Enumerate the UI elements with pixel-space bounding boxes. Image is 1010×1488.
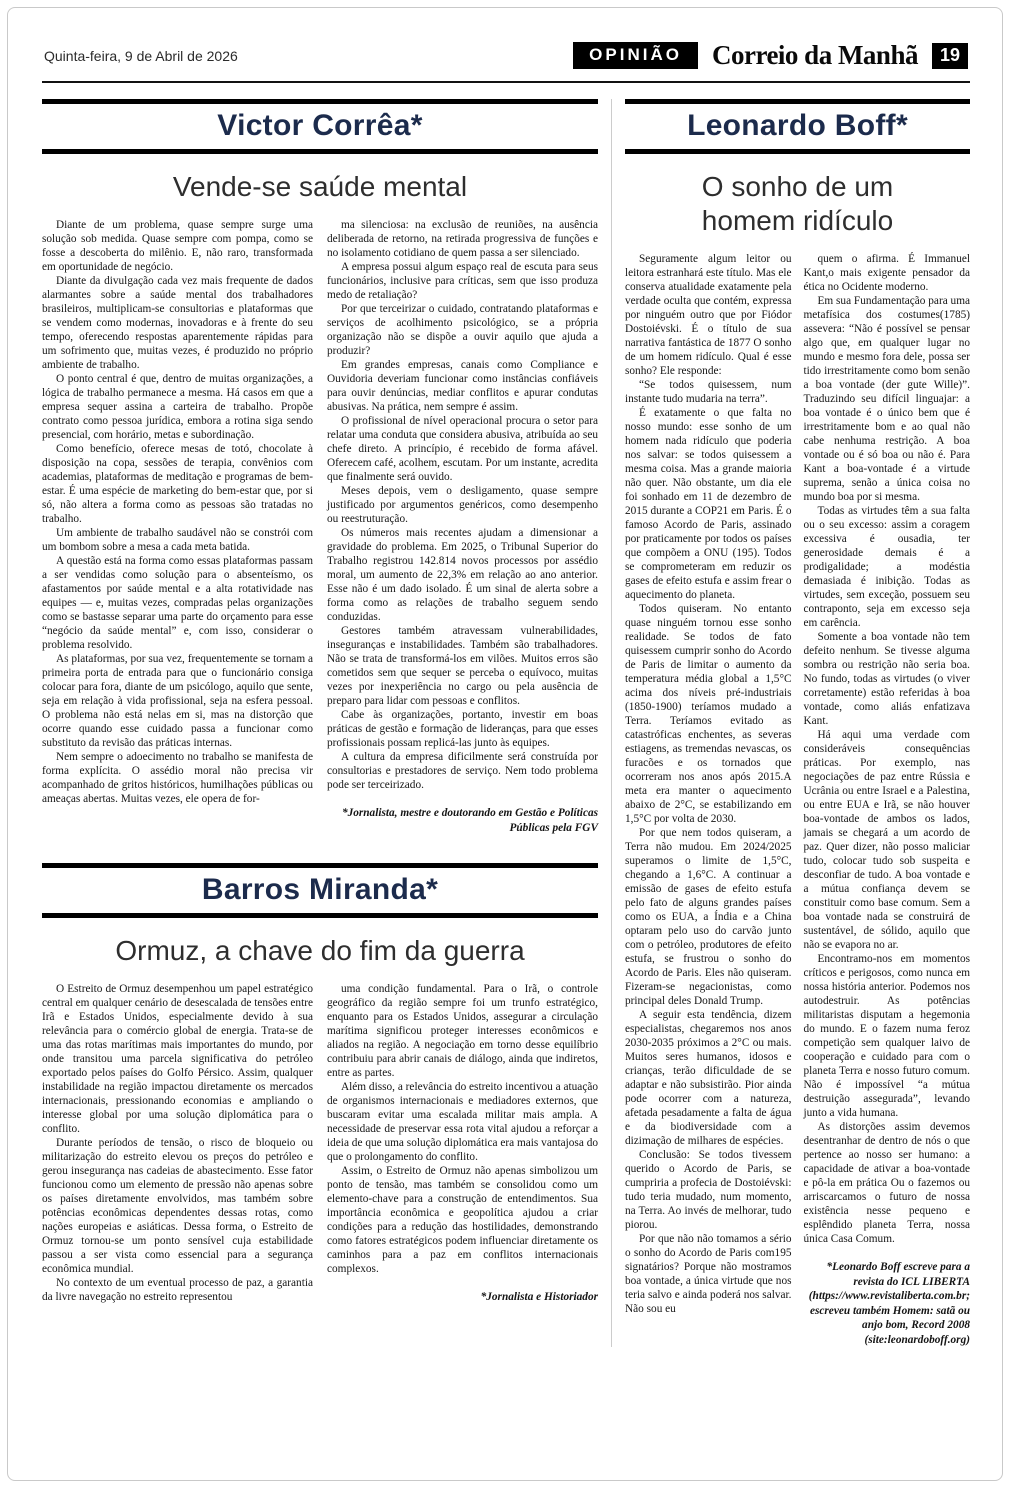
paragraph: Somente a boa vontade não tem defeito nenhum. Se tivesse alguma sombra ou restrição não seria boa. No fundo, todas as virtudes (o viver corretamente) estão referidas à boa vontade, como aliás enfatizava Kant. [803, 631, 970, 727]
header-rule [42, 81, 970, 83]
paragraph: Diante da divulgação cada vez mais frequente de dados alarmantes sobre a saúde mental dos trabalhadores brasileiros, multiplicam-se consultorias e plataformas que se vendem como modernas, inovadoras e à frente do seu tempo, oferecendo respostas aparentemente rápidas para um sofrimento que, muitas vezes, é produzido no próprio ambiente de trabalho. [42, 275, 313, 371]
paragraph: Meses depois, vem o desligamento, quase sempre justificado por argumentos genéricos, como desempenho ou reestruturação. [327, 485, 598, 525]
paragraph: Todos quiseram. No entanto quase ninguém tornou esse sonho realidade. Se todos de fato quisessem cumprir sonho do Acordo de Paris de limitar o aumento da temperatura média global a 1,5°C acima dos níveis pré-industriais (1850-1900) teríamos mudado a Terra. Teríamos evitado as catastróficas enchentes, as severas estiagens, as tremendas nevascas, os furacões e os tornados que ocorreram nos anos após 2015.A meta era manter o aquecimento abaixo de 2°C, se estabilizando em 1,5°C por volta de 2030. [625, 603, 792, 825]
paragraph: É exatamente o que falta no nosso mundo: esse sonho de um homem nada ridículo que poderia nos salvar: se todos quisessem a mesma coisa. Mas a grande maioria não quer. Não obstante, um dia ele foi sonhado em 11 de dezembro de 2015 durante a COP21 em Paris. É o famoso Acordo de Paris, assinado por praticamente por todos os países que compõem a ONU (195). Todos se comprometeram em reduzir os gases de efeito estufa e assim frear o aquecimento do planeta. [625, 407, 792, 601]
paragraph: uma condição fundamental. Para o Irã, o controle geográfico da região sempre foi um trunfo estratégico, enquanto para os Estados Unidos, assegurar a circulação marítima significou proteger interesses econômicos e aliados na região. A negociação em torno desse equilíbrio contribuiu para abrir canais de diálogo, ainda que indiretos, entre as partes. [327, 983, 598, 1079]
author-name: Leonardo Boff* [687, 109, 908, 142]
text-column-1 [625, 252, 792, 1347]
author-bar-bottom [625, 149, 970, 154]
paragraph: Assim, o Estreito de Ormuz não apenas simbolizou um ponto de tensão, mas também se consolidou como um elemento-chave para a construção de entendimentos. Sua importância econômica e geopolítica ajudou a criar condições para a redução das hostilidades, demonstrando como fatores estratégicos podem influenciar diretamente os caminhos para a paz em conflitos internacionais complexos. [327, 1165, 598, 1275]
author-bar-bottom [42, 149, 598, 154]
page-number: 19 [932, 43, 968, 69]
paragraph: Em sua Fundamentação para uma metafísica dos costumes(1785) assevera: “Não é possível se pensar algo que, em qualquer lugar no mundo e mesmo fora dele, possa ser tido irrestritamente como bom senão a boa vontade (der gute Wille)”. Traduzindo seu difícil linguajar: a boa vontade é o único bem que é irrestritamente bom e ao qual não cabe nenhuma restrição. A boa vontade ou é só boa ou não é. Para Kant a boa-vontade é a virtude suprema, senão a única coisa no mundo boa por si mesma. [803, 295, 970, 503]
text-column-1 [42, 982, 313, 1305]
author-name: Barros Miranda* [201, 873, 439, 906]
paragraph: No contexto de um eventual processo de paz, a garantia da livre navegação no estreito representou [42, 1277, 313, 1303]
paragraph: ma silenciosa: na exclusão de reuniões, na ausência deliberada de retorno, na retirada progressiva de funções e no isolamento cotidiano de quem passa a ser silenciado. [327, 219, 598, 259]
paragraph: A empresa possui algum espaço real de escuta para seus funcionários, inclusive para críticas, sem que isso produza medo de retaliação? [327, 261, 598, 301]
article-body [42, 218, 598, 835]
author-name: Victor Corrêa* [217, 109, 423, 142]
paragraph: “Se todos quisessem, num instante tudo mudaria na terra”. [625, 379, 792, 405]
paragraph: Em grandes empresas, canais como Compliance e Ouvidoria deveriam funcionar como instâncias confiáveis para ouvir denúncias, mediar conflitos e apurar condutas abusivas. Na prática, nem sempre é assim. [327, 359, 598, 413]
header-right-group [573, 40, 968, 71]
section-badge: OPINIÃO [573, 42, 698, 69]
paragraph: Um ambiente de trabalho saudável não se constrói com um bombom sobre a mesa a cada meta batida. [42, 527, 313, 553]
text-column-2 [327, 982, 598, 1276]
paragraph: A seguir esta tendência, dizem especialistas, chegaremos nos anos 2030-2035 próximos a 2°C ou mais. Muitos seres humanos, idosos e crianças, terão dificuldade de se adaptar e não subsistirão. Pior ainda pode ocorrer com a natureza, afetada pesadamente a falta de água e da biodiversidade com a dizimação de milhares de espécies. [625, 1009, 792, 1147]
paragraph: Conclusão: Se todos tivessem querido o Acordo de Paris, se cumpriria a profecia de Dostoiévski: tudo teria mudado, num momento, na Terra. Ao invés de melhorar, tudo piorou. [625, 1149, 792, 1231]
article-barros-miranda [42, 863, 598, 1305]
article-victor-correa [42, 99, 598, 835]
paragraph: Encontramo-nos em momentos críticos e perigosos, como nunca em nossa história anterior. Podemos nos autodestruir. As potências militaristas disputam a hegemonia do mundo. E o fazem numa feroz competição sem qualquer laivo de cooperação e cuidado para com o planeta Terra e nosso futuro comum. Não é impossível “a mútua destruição assegurada”, levando junto a vida humana. [803, 953, 970, 1119]
page-header [42, 34, 970, 81]
paragraph: As distorções assim devemos desentranhar de dentro de nós o que pertence ao nosso ser humano: a capacidade de ativar a boa-vontade e pô-la em prática Ou o fazemos ou arriscarcamos o futuro de nossa existência nesse pequeno e esplêndido planeta Terra, nossa única Casa Comum. [803, 1121, 970, 1245]
right-section [625, 99, 970, 1347]
paragraph: quem o afirma. É Immanuel Kant,o mais exigente pensador da ética no Ocidente moderno. [803, 253, 970, 293]
paragraph: O profissional de nível operacional procura o setor para relatar uma conduta que considera abusiva, atribuída ao seu chefe direto. A princípio, é recebido de forma afável. Oferecem café, acolhem, escutam. Por um instante, acredita que finalmente será ouvido. [327, 415, 598, 483]
text-column-2-wrap [327, 218, 598, 835]
text-column-2 [804, 252, 971, 1246]
edition-date: Quinta-feira, 9 de Abril de 2026 [44, 47, 238, 64]
text-column-1 [42, 218, 313, 835]
article-title: Ormuz, a chave do fim da guerra [115, 935, 525, 966]
article-body [42, 982, 598, 1305]
paragraph: Diante de um problema, quase sempre surge uma solução sob medida. Quase sempre com pompa, como se fosse a descoberta do milênio. E, não raro, transformada em oportunidade de negócio. [42, 219, 313, 273]
paragraph: Por que não não tomamos a sério o sonho do Acordo de Paris com195 signatários? Porque não mostramos boa vontade, a única virtude que nos teria salvo e ainda poderá nos salvar. Não sou eu [625, 1233, 792, 1315]
author-signature: *Leonardo Boff escreve para a revista do ICL LIBERTA (https://www.revistaliberta.com.br; escreveu também Homem: satã ou anjo bom, Record 2008 (site:leonardoboff.org) [808, 1261, 970, 1346]
paragraph: O Estreito de Ormuz desempenhou um papel estratégico central em qualquer cenário de desescalada de tensões entre Irã e Estados Unidos, especialmente devido à sua relevância para o comércio global de energia. Trata-se de uma das rotas marítimas mais importantes do mundo, por onde transitou uma parcela significativa do petróleo exportado pelos países do Golfo Pérsico. Assim, qualquer instabilidade na região impactou diretamente os mercados internacionais, pressionando economias e ampliando o interesse global por uma solução diplomática para o conflito. [42, 983, 313, 1135]
paragraph: Todas as virtudes têm a sua falta ou o seu excesso: assim a coragem excessiva é ousadia, ter generosidade demais é a prodigalidade; a modéstia demasiada é inibição. Todas as virtudes, sem exceção, possuem seu contraponto, seja em excesso seja em carência. [803, 505, 970, 629]
paragraph: A questão está na forma como essas plataformas passam a ser vendidas como solução para o absenteísmo, os afastamentos por saúde mental e a alta rotatividade nas equipes — e, muitas vezes, compradas pelas organizações como se bastasse separar uma parte do orçamento para esse “negócio da saúde mental” e, com isso, considerar o problema resolvido. [42, 555, 313, 651]
left-section [42, 99, 598, 1347]
paragraph: Durante períodos de tensão, o risco de bloqueio ou militarização do estreito elevou os preços do petróleo e gerou insegurança nas cadeias de abastecimento. Esse fator funcionou como um elemento de pressão não apenas sobre os países diretamente envolvidos, mas também sobre potências econômicas dependentes dessas rotas, como nações europeias e asiáticas. Dessa forma, o Estreito de Ormuz tornou-se um ponto sensível cuja estabilidade passou a ser vista como essencial para a segurança econômica mundial. [42, 1137, 313, 1275]
paragraph: Seguramente algum leitor ou leitora estranhará este título. Mas ele conserva atualidade exatamente pela verdade oculta que contém, expressa por ninguém outro que por Fiódor Dostoiévski. É o título de sua narrativa fantástica de 1877 O sonho de um homem ridículo. Qual é esse sonho? Ele responde: [625, 253, 792, 377]
author-bar-bottom [42, 913, 598, 918]
vertical-column-divider [611, 99, 612, 1347]
article-title: O sonho de um homem ridículo [701, 171, 894, 236]
paragraph: As plataformas, por sua vez, frequentemente se tornam a primeira porta de entrada para que o funcionário consiga colocar para fora, diante de um psicólogo, aquilo que sente, seja em relação à vida profissional, seja na esfera pessoal. O problema não está nelas em si, mas na distorção que ocorre quando esse cuidado passa a funcionar como substituto da revisão das práticas internas. [42, 653, 313, 749]
text-column-2 [327, 218, 598, 792]
author-signature: *Jornalista, mestre e doutorando em Gestão e Políticas Públicas pela FGV [341, 807, 598, 834]
article-leonardo-boff [625, 99, 970, 1347]
paragraph: Gestores também atravessam vulnerabilidades, inseguranças e instabilidades. Também são trabalhadores. Não se trata de transformá-los em vilões. Muitos erros são cometidos sem que sequer se perceba o equívoco, muitas vezes por inexperiência no cargo ou pela ausência de preparo para lidar com pessoas e conflitos. [327, 625, 598, 707]
paragraph: Além disso, a relevância do estreito incentivou a atuação de organismos internacionais e mediadores externos, que buscaram evitar uma escalada militar mais ampla. A necessidade de preservar essa rota vital ajudou a reforçar a ideia de que uma solução diplomática era mais vantajosa do que o prolongamento do conflito. [327, 1081, 598, 1163]
paragraph: Cabe às organizações, portanto, investir em boas práticas de gestão e formação de lideranças, para que esses profissionais possam replicá-las junto às equipes. [327, 709, 598, 749]
paragraph: O ponto central é que, dentro de muitas organizações, a lógica de trabalho permanece a mesma. Há casos em que a empresa sequer assina a carteira de trabalho. Propõe contrato como pessoa jurídica, embora a rotina siga sendo presencial, com horário, metas e subordinação. [42, 373, 313, 441]
masthead: Correio da Manhã [711, 40, 918, 70]
author-signature: *Jornalista e Historiador [480, 1291, 598, 1303]
text-column-2-wrap [327, 982, 598, 1305]
paragraph: Por que nem todos quiseram, a Terra não mudou. Em 2024/2025 superamos o limite de 1,5°C, chegando a 1,6°C. A continuar a emissão de gases de efeito estufa pelo fato de alguns grandes países como os EUA, a Índia e a China optaram pelo uso do carvão junto com o petróleo, produtores de efeito estufa, se frustrou o sonho do Acordo de Paris. Eles não quiseram. Fizeram-se negacionistas, como principal deles Donald Trump. [625, 827, 792, 1007]
paragraph: Os números mais recentes ajudam a dimensionar a gravidade do problema. Em 2025, o Tribunal Superior do Trabalho registrou 142.814 novos processos por assédio moral, um aumento de 22,3% em relação ao ano anterior. Esse não é um dado isolado. É um sinal de alerta sobre a forma como as relações de trabalho seguem sendo conduzidas. [327, 527, 598, 623]
paragraph: Nem sempre o adoecimento no trabalho se manifesta de forma explícita. O assédio moral não precisa vir acompanhado de gritos históricos, humilhações públicas ou ameaças abertas. Muitas vezes, ele opera de for- [42, 751, 313, 805]
paragraph: Por que terceirizar o cuidado, contratando plataformas e serviços de acolhimento psicológico, se a própria organização não se dispõe a ouvir aquilo que ajuda a produzir? [327, 303, 598, 357]
article-title: Vende-se saúde mental [172, 171, 468, 202]
text-column-2-wrap [804, 252, 971, 1347]
paragraph: A cultura da empresa dificilmente será construída por consultorias e prestadores de serviço. Nem todo problema pode ser terceirizado. [327, 751, 598, 791]
article-body [625, 252, 970, 1347]
page-content [42, 99, 970, 1347]
paragraph: Como benefício, oferece mesas de totó, chocolate à disposição na copa, sessões de terapia, convênios com academias, plataformas de meditação e programas de bem-estar. É uma espécie de marketing do bem-estar que, por si só, não altera a forma como as pessoas são tratadas no trabalho. [42, 443, 313, 525]
paragraph: Há aqui uma verdade com consideráveis consequências práticas. Por exemplo, nas negociações de paz entre Rússia e Ucrânia ou entre Israel e a Palestina, ou entre EUA e Irã, se não houver boa-vontade de ambos os lados, jamais se chegará a um acordo de paz. Quer dizer, não posso maliciar tudo, colocar tudo sob suspeita e desconfiar de tudo. A boa vontade e a mútua confiança devem se constituir como base comum. Sem a boa vontade nada se construirá de sustentável, de sólido, aquilo que não se evapora no ar. [803, 729, 970, 951]
